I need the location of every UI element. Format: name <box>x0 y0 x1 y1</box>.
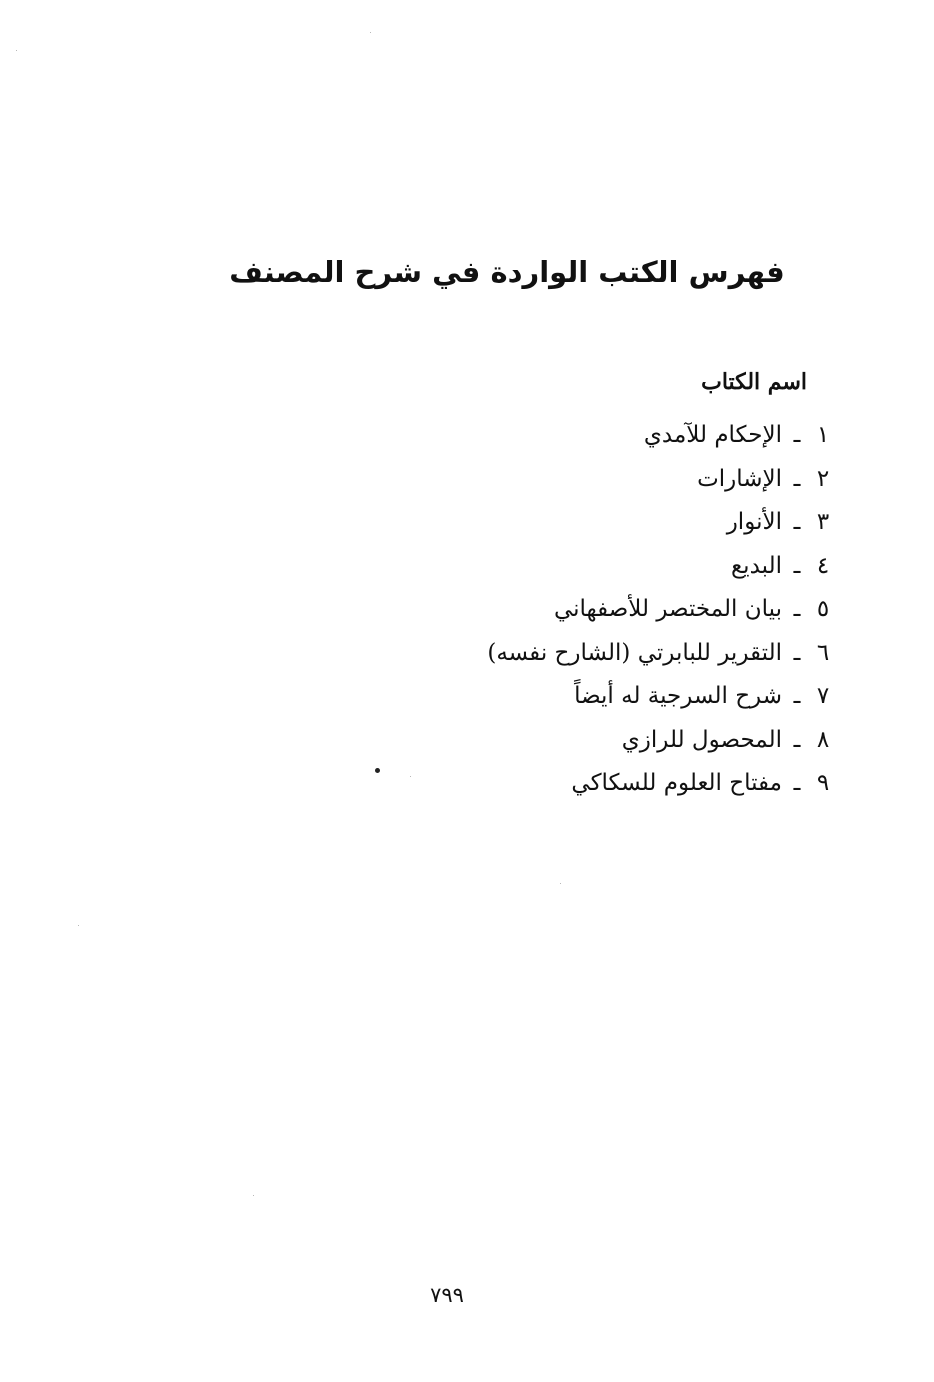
page-number: ٧٩٩ <box>430 1283 464 1307</box>
list-item <box>487 762 834 806</box>
item-dash: ـ <box>793 596 801 622</box>
item-number: ٦ <box>816 639 830 666</box>
item-dash: ـ <box>793 726 801 753</box>
page-title: فهرس الكتب الواردة في شرح المصنف <box>229 255 785 289</box>
item-dash: ـ <box>793 639 801 666</box>
item-title: التقرير للبابرتي (الشارح نفسه) <box>487 639 782 666</box>
item-title: بيان المختصر للأصفهاني <box>553 596 782 622</box>
list-item <box>487 675 834 719</box>
item-dash: ـ <box>793 465 801 492</box>
item-title: الأنوار <box>726 509 782 535</box>
item-number: ٢ <box>816 465 830 492</box>
list-item <box>487 458 834 502</box>
ink-dot <box>375 768 380 773</box>
item-dash: ـ <box>793 422 801 448</box>
list-item <box>487 632 834 676</box>
list-item <box>487 501 834 545</box>
list-item <box>487 588 834 632</box>
item-title: شرح السرجية له أيضاً <box>574 683 782 709</box>
item-dash: ـ <box>793 552 801 579</box>
item-dash: ـ <box>793 509 801 535</box>
item-dash: ـ <box>793 683 801 709</box>
list-item <box>487 414 834 458</box>
item-dash: ـ <box>793 770 801 796</box>
item-number: ٨ <box>816 726 830 753</box>
list-header: اسم الكتاب <box>701 369 807 395</box>
item-title: البديع <box>730 552 782 579</box>
item-number: ١ <box>816 422 830 448</box>
list-item <box>487 719 834 763</box>
item-number: ٣ <box>816 509 830 535</box>
scan-speck <box>370 32 371 33</box>
scan-speck <box>78 925 79 926</box>
item-title: الإحكام للآمدي <box>643 422 782 448</box>
item-title: مفتاح العلوم للسكاكي <box>571 770 782 796</box>
item-title: الإشارات <box>697 465 782 492</box>
item-title: المحصول للرازي <box>621 726 782 753</box>
scan-speck <box>253 1195 254 1196</box>
scan-speck <box>410 776 411 777</box>
book-list <box>487 414 834 806</box>
scan-speck <box>16 50 17 51</box>
item-number: ٩ <box>816 770 830 796</box>
item-number: ٤ <box>816 552 830 579</box>
item-number: ٧ <box>816 683 830 709</box>
scan-speck <box>560 883 561 884</box>
list-item <box>487 545 834 589</box>
item-number: ٥ <box>816 596 830 622</box>
